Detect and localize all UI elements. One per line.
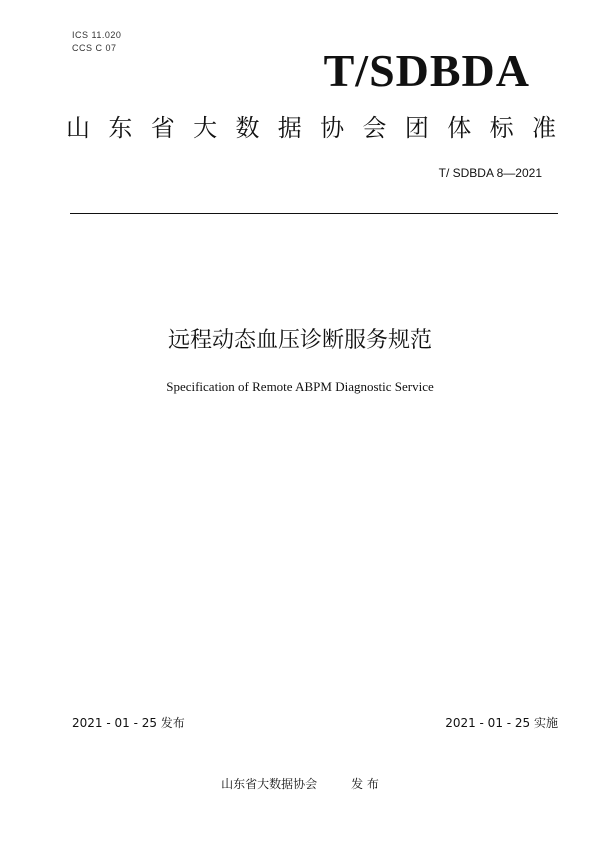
standard-type-char: 省 bbox=[150, 114, 175, 142]
ccs-code: CCS C 07 bbox=[72, 43, 117, 53]
standard-type-char: 体 bbox=[447, 114, 472, 142]
standard-type-char: 协 bbox=[320, 114, 345, 142]
header-divider bbox=[70, 213, 558, 214]
document-title-english: Specification of Remote ABPM Diagnostic Service bbox=[166, 379, 434, 394]
standard-type-heading bbox=[66, 116, 556, 140]
standard-type-char: 准 bbox=[531, 114, 556, 142]
standard-type-char: 会 bbox=[362, 114, 387, 142]
publisher-line bbox=[0, 778, 600, 790]
ics-code: ICS 11.020 bbox=[72, 30, 122, 40]
standard-type-char: 大 bbox=[193, 114, 218, 142]
document-title-chinese: 远程动态血压诊断服务规范 bbox=[167, 328, 432, 353]
standard-type-char: 据 bbox=[277, 114, 302, 142]
publish-action: 发 布 bbox=[351, 777, 379, 791]
standard-type-char: 团 bbox=[404, 114, 429, 142]
standard-number: T/ SDBDA 8—2021 bbox=[438, 166, 542, 180]
standard-type-char: 数 bbox=[235, 114, 260, 142]
standard-type-char: 山 bbox=[66, 114, 90, 142]
organization-mark: T/SDBDA bbox=[323, 45, 530, 96]
standard-type-char: 东 bbox=[108, 114, 133, 142]
publication-date: 2021 - 01 - 25 发布 bbox=[72, 716, 185, 730]
publisher-name: 山东省大数据协会 bbox=[221, 777, 318, 791]
standard-type-char: 标 bbox=[489, 114, 514, 142]
implementation-date: 2021 - 01 - 25 实施 bbox=[445, 716, 558, 730]
